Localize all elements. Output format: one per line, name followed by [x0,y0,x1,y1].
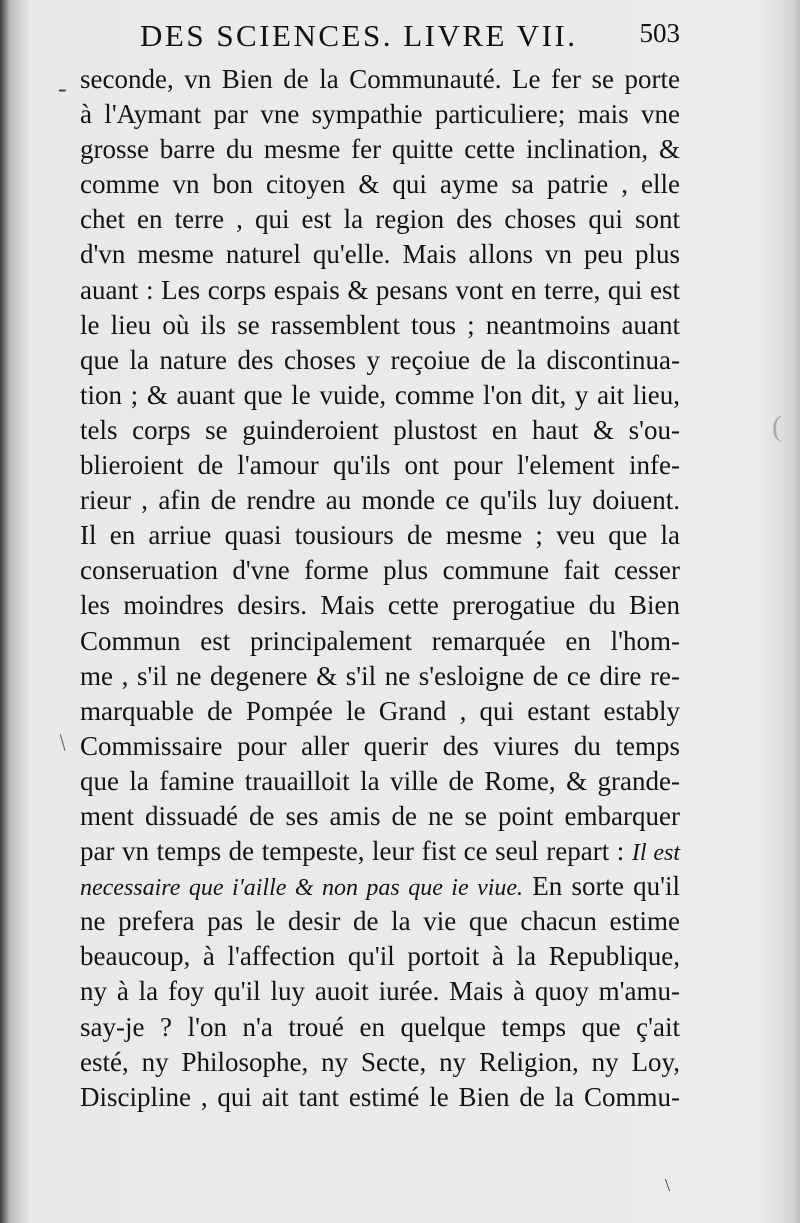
line-text: grosse barre du mesme fer quitte cette inclination, & [80,134,680,165]
text-line [80,237,680,272]
text-line [80,904,680,939]
text-line [80,62,680,97]
page-number: 503 [639,18,680,48]
text-line [80,974,680,1009]
text-line [80,413,680,448]
text-line [80,659,680,694]
line-text: les moindres desirs. Mais cette prerogatiue du Bien [80,590,680,621]
line-text: Discipline , qui ait tant estimé le Bien de la Commu- [80,1081,680,1112]
line-text: rieur , afin de rendre au monde ce qu'ils luy doiuent. [80,485,680,516]
line-text: que la nature des choses y reçoiue de la discontinua- [80,344,680,375]
line-text: chet en terre , qui est la region des choses qui sont [80,204,680,235]
text-line [80,97,680,132]
line-text: beaucoup, à l'affection qu'il portoit à la Republique, [80,941,680,972]
line-text-after: En sorte qu'il [523,871,680,902]
text-line [80,1080,680,1115]
margin-mark-middle: / [52,730,74,756]
line-text: say-je ? l'on n'a troué en quelque temps que ç'ait [80,1011,680,1042]
text-line [80,448,680,483]
page-header [140,18,680,62]
line-text: que la famine trauailloit la ville de Rome, & grande- [80,765,680,796]
text-line [80,834,680,869]
running-head: DES SCIENCES. LIVRE VII. [140,18,578,53]
text-line [80,588,680,623]
text-line [80,378,680,413]
line-text: tels corps se guinderoient plustost en haut & s'ou- [80,414,680,445]
line-text: à l'Aymant par vne sympathie particuliere; mais vne [80,99,680,130]
line-text: ny à la foy qu'il luy auoit iurée. Mais à quoy m'amu- [80,976,680,1007]
line-text: esté, ny Philosophe, ny Secte, ny Religion, ny Loy, [80,1046,680,1077]
text-line [80,518,680,553]
line-text: d'vn mesme naturel qu'elle. Mais allons vn peu plus [80,239,680,270]
line-text: ne prefera pas le desir de la vie que chacun estime [80,906,680,937]
line-text: Commun est principalement remarquée en l'hom- [80,625,680,656]
text-line [80,764,680,799]
text-line [80,939,680,974]
margin-mark-top: - [58,74,67,103]
line-italic-text: Il est [631,840,681,867]
line-text: blieroient de l'amour qu'ils ont pour l'element infe- [80,450,680,481]
text-line [80,483,680,518]
text-line [80,202,680,237]
line-text: conseruation d'vne forme plus commune fait cesser [80,555,680,586]
line-text: le lieu où ils se rassemblent tous ; neantmoins auant [80,309,680,340]
line-text: comme vn bon citoyen & qui ayme sa patrie , elle [80,169,680,200]
text-line [80,553,680,588]
line-italic-text: necessaire que i'aille & non pas que ie viue. [80,875,524,902]
line-text: auant : Les corps espais & pesans vont en terre, qui est [80,274,680,305]
body-text [80,62,680,1115]
line-text: me , s'il ne degenere & s'il ne s'esloigne de ce dire re- [80,660,680,691]
text-line [80,694,680,729]
text-line [80,308,680,343]
line-text: Commissaire pour aller querir des viures du temps [80,730,680,761]
text-line [80,1010,680,1045]
text-line [80,624,680,659]
text-line [80,132,680,167]
text-line [80,167,680,202]
text-line [80,869,680,904]
line-text: par vn temps de tempeste, leur fist ce seul repart : [80,836,625,867]
line-text: marquable de Pompée le Grand , qui estant estably [80,695,680,726]
text-line [80,343,680,378]
line-text: seconde, vn Bien de la Communauté. Le fer se porte [80,64,680,94]
margin-mark-right: ( [772,410,782,443]
page-foot-mark: \ [665,1175,671,1195]
text-line [80,799,680,834]
line-text: ment dissuadé de ses amis de ne se point embarquer [80,800,680,831]
text-line [80,1045,680,1080]
text-line [80,729,680,764]
line-text: tion ; & auant que le vuide, comme l'on dit, y ait lieu, [80,379,680,410]
line-text: Il en arriue quasi tousiours de mesme ; veu que la [80,520,680,551]
text-line [80,273,680,308]
